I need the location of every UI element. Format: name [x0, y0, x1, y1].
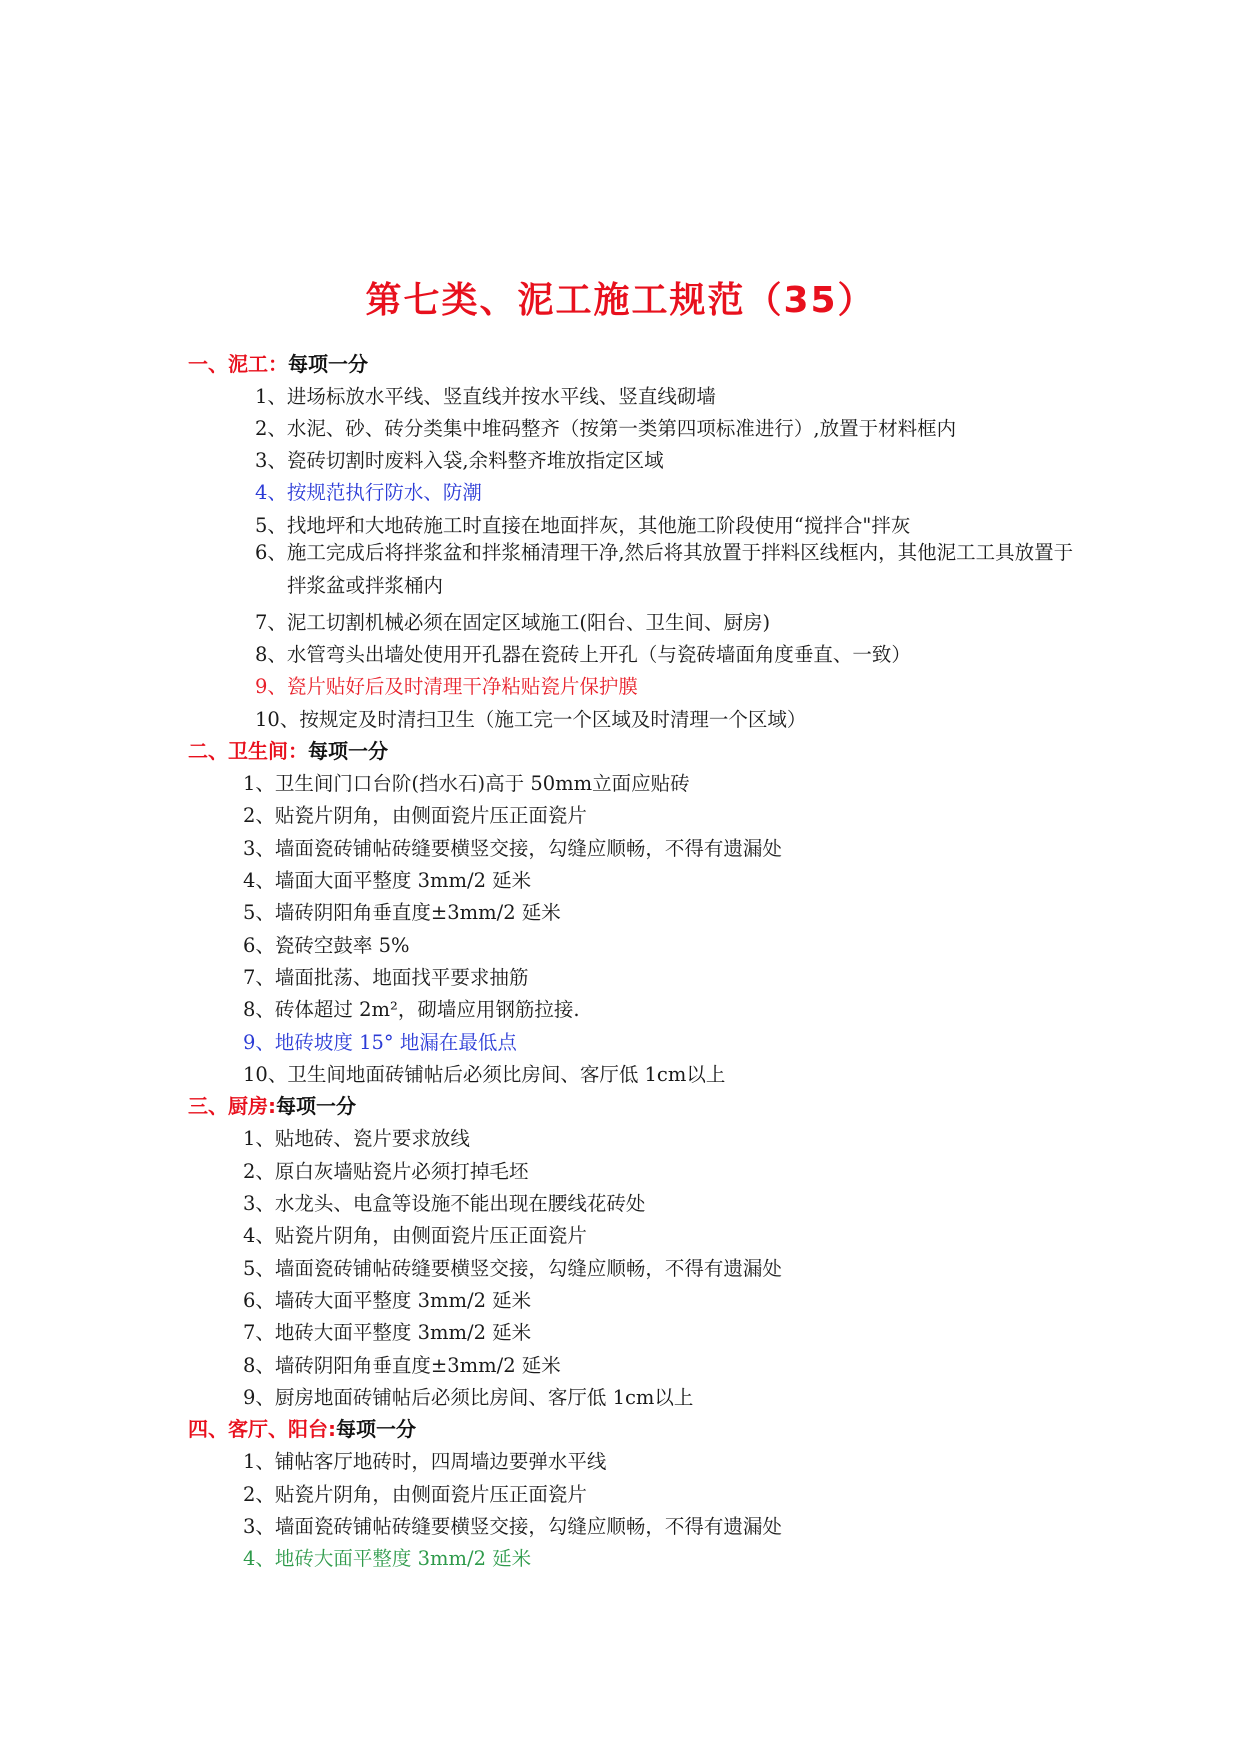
list-item: 2、原白灰墙贴瓷片必须打掉毛坯	[243, 1160, 529, 1183]
list-item: 10、按规定及时清扫卫生（施工完一个区域及时清理一个区域）	[255, 708, 807, 731]
list-item: 6、瓷砖空鼓率 5%	[243, 934, 410, 957]
list-item: 1、进场标放水平线、竖直线并按水平线、竖直线砌墙	[255, 385, 716, 408]
list-item: 10、卫生间地面砖铺帖后必须比房间、客厅低 1cm以上	[243, 1063, 726, 1086]
list-item: 5、墙砖阴阳角垂直度±3mm/2 延米	[243, 901, 561, 924]
list-item: 1、贴地砖、瓷片要求放线	[243, 1127, 470, 1150]
list-item: 6、墙砖大面平整度 3mm/2 延米	[243, 1289, 532, 1312]
section-heading-living-balcony	[188, 1413, 416, 1442]
section-heading-mason	[188, 348, 368, 377]
list-item: 6、施工完成后将拌浆盆和拌浆桶清理干净,然后将其放置于拌料区线框内，其他泥工工具放置于拌浆盆或拌浆桶内	[255, 541, 1074, 597]
list-item: 7、泥工切割机械必须在固定区域施工(阳台、卫生间、厨房)	[255, 611, 771, 634]
list-item: 1、卫生间门口台阶(挡水石)高于 50mm立面应贴砖	[243, 772, 690, 795]
section-heading-label: 四、客厅、阳台:	[188, 1417, 336, 1441]
list-item: 3、墙面瓷砖铺帖砖缝要横竖交接，勾缝应顺畅，不得有遗漏处	[243, 1515, 782, 1538]
section-heading-label: 一、泥工：	[188, 352, 288, 376]
list-item: 3、水龙头、电盒等设施不能出现在腰线花砖处	[243, 1192, 646, 1215]
list-item: 2、贴瓷片阴角，由侧面瓷片压正面瓷片	[243, 1483, 587, 1506]
section-heading-bathroom	[188, 735, 388, 764]
list-item: 8、水管弯头出墙处使用开孔器在瓷砖上开孔（与瓷砖墙面角度垂直、一致）	[255, 643, 911, 666]
list-item: 4、按规范执行防水、防潮	[255, 481, 482, 504]
list-item: 4、墙面大面平整度 3mm/2 延米	[243, 869, 532, 892]
list-item: 5、找地坪和大地砖施工时直接在地面拌灰，其他施工阶段使用“搅拌合"拌灰	[255, 514, 911, 537]
list-item: 5、墙面瓷砖铺帖砖缝要横竖交接，勾缝应顺畅，不得有遗漏处	[243, 1257, 782, 1280]
list-item: 1、铺帖客厅地砖时，四周墙边要弹水平线	[243, 1450, 607, 1473]
list-item: 8、墙砖阴阳角垂直度±3mm/2 延米	[243, 1354, 561, 1377]
list-item: 2、水泥、砂、砖分类集中堆码整齐（按第一类第四项标准进行）,放置于材料框内	[255, 417, 957, 440]
list-item: 8、砖体超过 2m²，砌墙应用钢筋拉接.	[243, 998, 580, 1021]
list-item: 7、地砖大面平整度 3mm/2 延米	[243, 1321, 532, 1344]
section-heading-score: 每项一分	[288, 352, 368, 376]
list-item: 7、墙面批荡、地面找平要求抽筋	[243, 966, 529, 989]
section-heading-score: 每项一分	[276, 1094, 356, 1118]
list-item: 4、地砖大面平整度 3mm/2 延米	[243, 1547, 532, 1570]
list-item: 4、贴瓷片阴角，由侧面瓷片压正面瓷片	[243, 1224, 587, 1247]
section-heading-label: 二、卫生间：	[188, 739, 308, 763]
list-item: 3、瓷砖切割时废料入袋,余料整齐堆放指定区域	[255, 449, 664, 472]
section-heading-score: 每项一分	[336, 1417, 416, 1441]
section-heading-kitchen	[188, 1090, 356, 1119]
list-item: 9、地砖坡度 15° 地漏在最低点	[243, 1031, 517, 1054]
section-heading-score: 每项一分	[308, 739, 388, 763]
list-item: 9、瓷片贴好后及时清理干净粘贴瓷片保护膜	[255, 675, 638, 698]
list-item: 2、贴瓷片阴角，由侧面瓷片压正面瓷片	[243, 804, 587, 827]
list-item: 3、墙面瓷砖铺帖砖缝要横竖交接，勾缝应顺畅，不得有遗漏处	[243, 837, 782, 860]
section-heading-label: 三、厨房:	[188, 1094, 276, 1118]
page-title: 第七类、泥工施工规范（35）	[365, 280, 876, 321]
list-item: 9、厨房地面砖铺帖后必须比房间、客厅低 1cm以上	[243, 1386, 694, 1409]
